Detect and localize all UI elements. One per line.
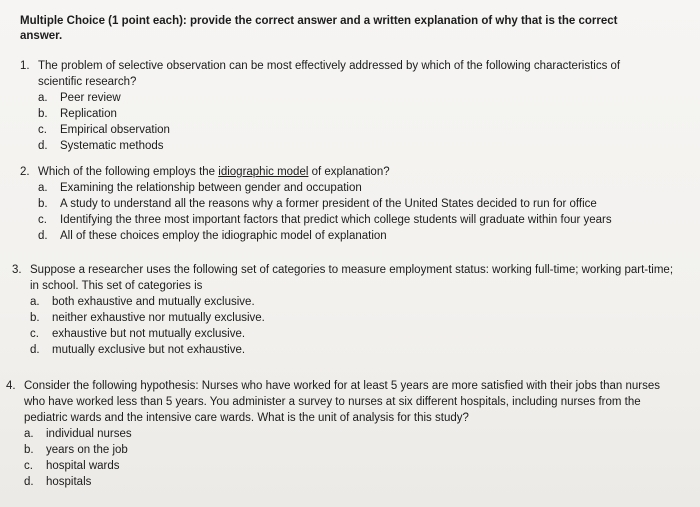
option-c[interactable]: c. hospital wards [24, 460, 120, 472]
question-4 [6, 378, 682, 490]
question-stem: The problem of selective observation can be most effectively addressed by which of the following characteristics of scientific research? [38, 60, 621, 88]
option-b[interactable]: b. Replication [38, 108, 117, 120]
option-list [20, 180, 680, 244]
header-title: Multiple Choice [20, 15, 105, 27]
question-number: 1. [20, 60, 30, 72]
option-list [6, 426, 682, 490]
option-d[interactable]: d. All of these choices employ the idiographic model of explanation [38, 230, 387, 242]
option-c[interactable]: c. Identifying the three most important factors that predict which college students will graduate within four years [38, 214, 612, 226]
option-b[interactable]: b. A study to understand all the reasons why a former president of the United States decided to run for office [38, 198, 597, 210]
option-b[interactable]: b. years on the job [24, 444, 128, 456]
question-3 [12, 262, 684, 358]
question-stem: Consider the following hypothesis: Nurses who have worked for at least 5 years are more satisfied with their jobs than nurses who have worked less than 5 years. You administer a survey to nurses at six different hospitals, including nurses from the pediatric wards and the intensive care wards. What is the unit of analysis for this study? [24, 380, 661, 424]
option-a[interactable]: a. both exhaustive and mutually exclusive. [30, 296, 255, 308]
question-number: 4. [6, 380, 16, 392]
question-stem: Suppose a researcher uses the following set of categories to measure employment status: working full-time; working part-time; in school. This set of categories is [30, 264, 674, 292]
option-b[interactable]: b. neither exhaustive nor mutually exclusive. [30, 312, 265, 324]
question-1 [20, 58, 660, 154]
option-a[interactable]: a. Examining the relationship between gender and occupation [38, 182, 362, 194]
question-stem: Which of the following employs the idiographic model of explanation? [38, 166, 390, 178]
option-d[interactable]: d. hospitals [24, 476, 92, 488]
option-c[interactable]: c. exhaustive but not mutually exclusive. [30, 328, 246, 340]
option-list [12, 294, 684, 358]
question-number: 3. [12, 264, 22, 276]
option-a[interactable]: a. Peer review [38, 92, 121, 104]
underlined-term: idiographic model [218, 166, 309, 178]
question-2 [20, 164, 680, 244]
instructions-header [20, 14, 660, 44]
option-d[interactable]: d. mutually exclusive but not exhaustive. [30, 344, 246, 356]
option-list [20, 90, 660, 154]
option-d[interactable]: d. Systematic methods [38, 140, 164, 152]
question-number: 2. [20, 166, 30, 178]
header-instructions: (1 point each): provide the correct answer and a written explanation of why that is the correct answer. [20, 15, 618, 42]
option-a[interactable]: a. individual nurses [24, 428, 132, 440]
option-c[interactable]: c. Empirical observation [38, 124, 170, 136]
